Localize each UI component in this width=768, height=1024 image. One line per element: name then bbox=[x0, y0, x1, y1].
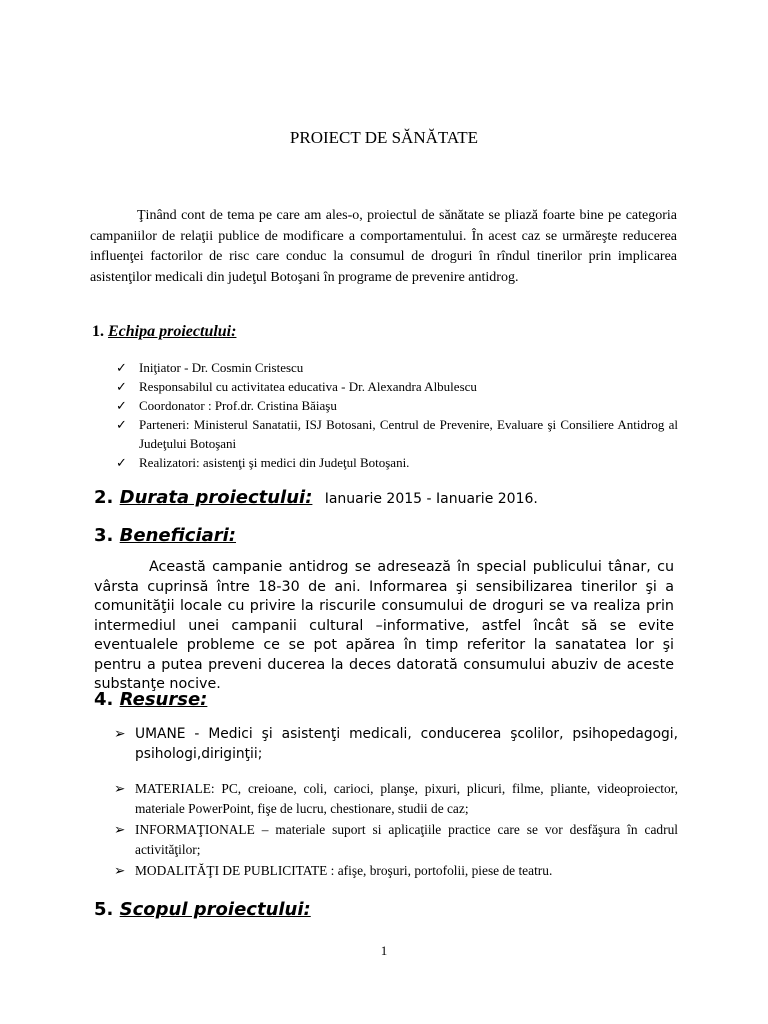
section-1-title: Echipa proiectului: bbox=[108, 323, 237, 340]
section-5-number: 5. bbox=[94, 899, 114, 920]
section-2-number: 2. bbox=[94, 487, 114, 508]
document-title: PROIECT DE SĂNĂTATE bbox=[289, 128, 479, 147]
list-item: ✓ Parteneri: Ministerul Sanatatii, ISJ Botosani, Centrul de Prevenire, Evaluare şi Consiliere Antidrog al Judeţului Botoşani bbox=[116, 417, 678, 451]
list-item: ✓ Realizatori: asistenţi şi medici din Judeţul Botoşani. bbox=[116, 455, 410, 470]
list-item: ➢ INFORMAŢIONALE – materiale suport si aplicaţiile practice care se vor desfăşura în cadrul activităţilor; bbox=[114, 822, 678, 857]
checkmark-icon: ✓ bbox=[116, 417, 127, 432]
checkmark-icon: ✓ bbox=[116, 398, 127, 413]
arrow-bullet-icon: ➢ bbox=[114, 781, 126, 796]
arrow-bullet-icon: ➢ bbox=[114, 726, 126, 742]
section-3-heading bbox=[94, 525, 236, 546]
checkmark-icon: ✓ bbox=[116, 455, 127, 470]
intro-paragraph: Ţinând cont de tema pe care am ales-o, proiectul de sănătate se pliază foarte bine pe categoria campaniilor de relaţii publice de modificare a comportamentului. În acest caz se urmăreşte reducerea influenţei factorilor de risc care conduc la consumul de droguri în rîndul tinerilor prin implicarea asistenţilor medicali din judeţul Botoşani în programe de prevenire antidrog. bbox=[90, 208, 677, 285]
list-item: ✓ Coordonator : Prof.dr. Cristina Băiaşu bbox=[116, 398, 337, 413]
section-1-number: 1. bbox=[92, 323, 104, 340]
resources-list bbox=[114, 779, 678, 882]
list-item: ➢ UMANE - Medici şi asistenţi medicali, conducerea şcolilor, psihopedagogi, psihologi,diriginţii; bbox=[114, 726, 678, 762]
beneficiaries-paragraph: Această campanie antidrog se adresează în special publicului tânar, cu vârsta cuprinsă între 18-30 de ani. Informarea şi sensibilizarea tinerilor şi a comunităţii locale cu privire la riscurile consumului de droguri se va realiza prin intermediul unei campanii cultural –informative, astfel încât să se evite eventualele probleme ce se pot apărea în timp referitor la sanatatea lor şi pentru a putea preveni ducerea la deces datorată consumului abuziv de aceste substanţe nocive. bbox=[94, 559, 674, 692]
arrow-bullet-icon: ➢ bbox=[114, 822, 126, 837]
section-4-heading bbox=[94, 689, 207, 710]
checkmark-icon: ✓ bbox=[116, 379, 127, 394]
section-5-title: Scopul proiectului: bbox=[119, 899, 311, 920]
section-2-title: Durata proiectului: bbox=[119, 487, 313, 508]
resources-list-human bbox=[114, 724, 678, 764]
duration-value: Ianuarie 2015 - Ianuarie 2016. bbox=[324, 491, 538, 507]
list-item: ➢ MATERIALE: PC, creioane, coli, carioci, planşe, pixuri, plicuri, filme, pliante, videoproiector, materiale PowerPoint, fişe de lucru, chestionare, studii de caz; bbox=[114, 781, 678, 816]
section-3-title: Beneficiari: bbox=[119, 525, 237, 546]
checkmark-icon: ✓ bbox=[116, 360, 127, 375]
section-2-heading bbox=[94, 487, 538, 508]
list-item: ➢ MODALITĂŢI DE PUBLICITATE : afişe, broşuri, portofolii, piese de teatru. bbox=[114, 861, 678, 881]
list-item: ✓ Iniţiator - Dr. Cosmin Cristescu bbox=[116, 360, 304, 375]
section-4-title: Resurse: bbox=[119, 689, 208, 710]
section-4-number: 4. bbox=[94, 689, 114, 710]
list-item: ✓ Responsabilul cu activitatea educativa - Dr. Alexandra Albulescu bbox=[116, 379, 477, 394]
section-5-heading bbox=[94, 899, 311, 920]
page-number: 1 bbox=[380, 943, 388, 958]
arrow-bullet-icon: ➢ bbox=[114, 863, 126, 878]
section-3-number: 3. bbox=[94, 525, 114, 546]
team-list bbox=[116, 358, 678, 472]
section-1-heading bbox=[92, 323, 236, 341]
